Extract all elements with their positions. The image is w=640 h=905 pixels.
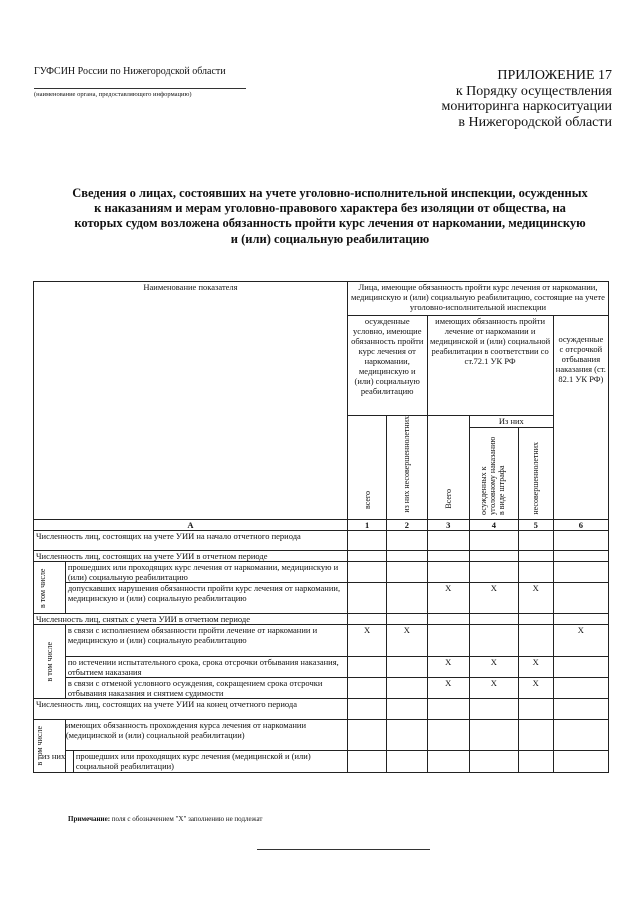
colnum: 1 [347,520,386,531]
footer-divider [257,849,430,850]
row-label-passing-wrap [41,751,347,773]
indicator-header: Наименование показателя [34,282,348,520]
vhead-minors-1: из них несовершеннолетних [387,416,427,520]
org-underline [34,88,246,89]
colnum: 6 [553,520,608,531]
colnum: 3 [427,520,469,531]
vlabel-incl-3: в том числе [34,720,66,773]
row-label-violations: допускавших нарушения обязанности пройти курс лечения от наркомании, медицинскую и (или) социальную реабилитацию [65,583,347,614]
vhead-minors-2: несовершеннолетних [518,428,553,520]
colnum: А [34,520,348,531]
x-mark: X [427,678,469,699]
colnum: 4 [469,520,518,531]
appendix-block [312,68,612,130]
row-label-start: Численность лиц, состоящих на учете УИИ на начало отчетного периода [34,531,348,551]
appendix-line: ПРИЛОЖЕНИЕ 17 [497,68,612,83]
vlabel-incl: в том числе [34,562,66,614]
row-label-registered: Численность лиц, состоящих на учете УИИ в отчетном периоде [34,551,348,562]
footnote-label: Примечание: [68,815,111,823]
x-mark: X [518,678,553,699]
document-title: Сведения о лицах, состоявших на учете уголовно-исполнительной инспекции, осужденных к наказаниям и мерам уголовно-правового характера без изоляции от общества, на которых судом возложена обязанность пройти курс лечения от наркомании, медицинскую и (или) социальную реабилитацию [72,186,588,246]
of-them-label: из них [40,751,74,772]
colnum: 5 [518,520,553,531]
sub-header-art72: имеющих обязанность пройти лечение от наркомании и медицинской и (или) социальной реабилитации в соответствии со ст.72.1 УК РФ [427,316,553,416]
row-label-expired: по истечении испытательного срока, срока отсрочки отбывания наказания, отбытием наказания [65,657,347,678]
x-mark: X [553,625,608,657]
vhead-total-1: всего [347,416,386,520]
row-label-end: Численность лиц, состоящих на учете УИИ на конец отчетного периода [34,699,348,720]
vhead-fine: осужденных к уголовному наказанию в виде штрафа [469,428,518,520]
appendix-line: к Порядку осуществления [455,83,612,99]
x-mark: X [347,625,386,657]
x-mark: X [469,678,518,699]
x-mark: X [427,583,469,614]
x-mark: X [518,583,553,614]
appendix-line: мониторинга наркоситуации [441,99,612,114]
x-mark: X [518,657,553,678]
x-mark: X [387,625,427,657]
row-label-fulfilled: в связи с исполнением обязанности пройти лечение от наркомании и медицинскую и (или) социальную реабилитацию [65,625,347,657]
row-label-passed: прошедших или проходящих курс лечения от наркомании, медицинскую и (или) социальную реабилитацию [65,562,347,583]
of-them-header: Из них [469,416,553,428]
x-mark: X [427,657,469,678]
footnote-text: поля с обозначением "X" заполнению не подлежат [110,815,263,823]
org-name: ГУФСИН России по Нижегородской области [34,66,226,77]
vlabel-incl-2: в том числе [34,625,66,699]
colnum: 2 [387,520,427,531]
report-table [33,281,609,773]
row-label-removed: Численность лиц, снятых с учета УИИ в отчетном периоде [34,614,348,625]
row-label-cancel: в связи с отменой условного осуждения, сокращением срока отсрочки отбывания наказания и снятием судимости [65,678,347,699]
sub-header-deferral: осужденные с отсрочкой отбывания наказания (ст. 82.1 УК РФ) [553,316,608,520]
group-header: Лица, имеющие обязанность пройти курс лечения от наркомании, медицинскую и (или) социальную реабилитацию, состоящие на учете уголовно-исполнительной инспекции [347,282,608,316]
org-caption: (наименование органа, предоставляющего информацию) [34,91,192,98]
org-block [34,66,249,99]
x-mark: X [469,657,518,678]
x-mark: X [469,583,518,614]
sub-header-conditional: осужденные условно, имеющие обязанность пройти курс лечения от наркомании, медицинскую и (или) социальную реабилитацию [347,316,427,416]
row-label-obliged: имеющих обязанность прохождения курса лечения от наркомании (медицинской и (или) социальной реабилитации) [65,720,347,751]
vhead-total-2: Всего [427,416,469,520]
row-label-passing: прошедших или проходящих курс лечения (медицинской и (или) социальной реабилитации) [75,751,311,771]
appendix-line: в Нижегородской области [458,114,612,130]
footnote [68,815,262,823]
